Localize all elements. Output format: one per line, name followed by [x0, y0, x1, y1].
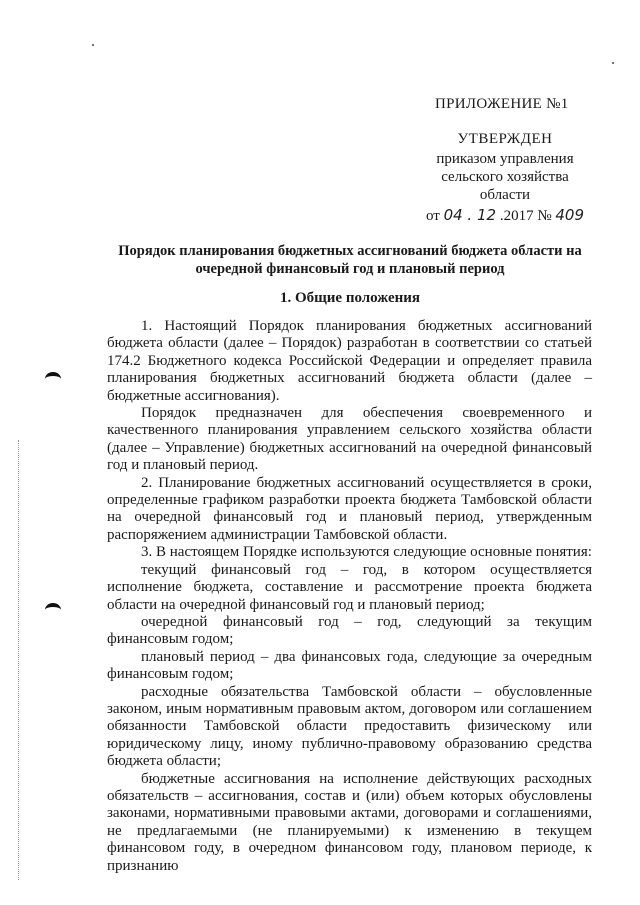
appendix-label: ПРИЛОЖЕНИЕ №1	[435, 96, 569, 112]
approved-by-line: сельского хозяйства	[441, 169, 569, 185]
approved-by-line: приказом управления	[436, 151, 574, 167]
document-title: Порядок планирования бюджетных ассигнований бюджета области на очередной финансовый год и плановый период	[118, 243, 582, 277]
paragraph: плановый период – два финансовых года, следующие за очередным финансовым годом;	[107, 648, 592, 683]
handwritten-order-number: 409	[555, 206, 585, 224]
date-year: .2017 №	[499, 208, 552, 224]
scan-speck	[92, 44, 94, 46]
paragraph: 2. Планирование бюджетных ассигнований осуществляется в сроки, определенные графиком разработки проекта бюджета Тамбовской области на очередной финансовый год и плановый период, утвержденным распоряжением администрации Тамбовской области.	[107, 474, 592, 543]
paragraph: Порядок предназначен для обеспечения своевременного и качественного планирования управлением сельского хозяйства области (далее – Управление) бюджетных ассигнований на очередной финансовый год и плановый период.	[107, 405, 592, 474]
paragraph: 3. В настоящем Порядке используются следующие основные понятия:	[141, 544, 592, 561]
approval-block	[400, 130, 610, 225]
scan-speck	[612, 62, 614, 64]
order-date-line	[400, 206, 610, 225]
paragraph: бюджетные ассигнования на исполнение действующих расходных обязательств – ассигнования, состав и (или) объем которых обусловлены законами, нормативными правовыми актами, договорами и соглашениями, не предлагаемыми (не планируемыми) к изменению в текущем финансовом году, в очередном финансовом году, плановом периоде, к признанию	[107, 770, 592, 874]
binder-hole-mark	[45, 603, 61, 617]
paragraph: расходные обязательства Тамбовской области – обусловленные законом, иным нормативным правовым актом, договором или соглашением обязанности Тамбовской области предоставить физическому или юридическому лицу, иному публично-правовому образованию средства бюджета области;	[107, 683, 592, 770]
date-prefix: от	[425, 208, 440, 224]
paragraph: текущий финансовый год – год, в котором осуществляется исполнение бюджета, составление и рассмотрение проекта бюджета области на очередной финансовый год и плановый период;	[107, 561, 592, 613]
approved-by-line: области	[479, 187, 531, 203]
section-heading: 1. Общие положения	[279, 290, 421, 306]
document-body	[107, 318, 592, 875]
approved-heading: УТВЕРЖДЕН	[457, 131, 553, 147]
paragraph: 1. Настоящий Порядок планирования бюджетных ассигнований бюджета области (далее – Порядок) разработан в соответствии со статьей 174.2 Бюджетного кодекса Российской Федерации и определяет правила планирования бюджетных ассигнований бюджета области (далее – бюджетные ассигнования).	[107, 318, 592, 404]
handwritten-date: 04 . 12	[443, 206, 497, 224]
scan-margin-line	[18, 440, 20, 880]
binder-hole-mark	[45, 372, 61, 386]
paragraph: очередной финансовый год – год, следующий за текущим финансовым годом;	[107, 613, 592, 648]
